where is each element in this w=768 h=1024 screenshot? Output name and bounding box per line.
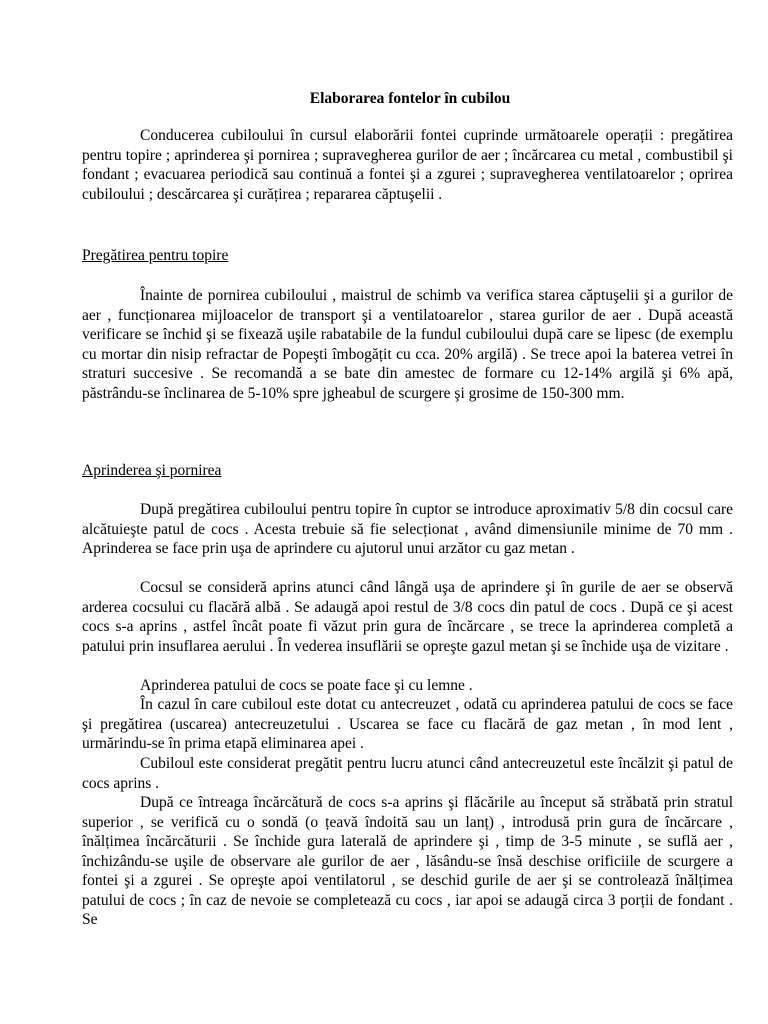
paragraph-pregatirea: Înainte de pornirea cubiloului , maistrul de schimb va verifica starea căptuşelii şi a gurilor de aer , funcționarea mijloacelor de transport şi a ventilatoarelor , starea gurilor de aer . După această verificare se închid şi se fixează uşile rabatabile de la fundul cubiloului după care se lipesc (de exemplu cu mortar din nisip refractar de Popeşti îmbogățit cu cca. 20% argilă) . Se trece apoi la baterea vetrei în straturi succesive . Se recomandă a se bate din amestec de formare cu 12-14% argilă şi 6% apă, păstrându-se înclinarea de 5-10% spre jgheabul de scurgere şi grosime de 150-300 mm.: [82, 287, 733, 402]
paragraph-aprinderea-4: În cazul în care cubiloul este dotat cu antecreuzet , odată cu aprinderea patului de cocs se face şi pregătirea (uscarea) antecreuzetului . Uscarea se face cu flacără de gaz metan , în mod lent , urmărindu-se în prima etapă eliminarea apei .: [82, 696, 733, 752]
paragraph-aprinderea-1: După pregătirea cubiloului pentru topire în cuptor se introduce aproximativ 5/8 din cocsul care alcătuieşte patul de cocs . Acesta trebuie să fie selecționat , având dimensiunile minime de 70 mm . Aprinderea se face prin uşa de aprindere cu ajutorul unui arzător cu gaz metan .: [82, 501, 733, 557]
paragraph-aprinderea-2: Cocsul se consideră aprins atunci când lângă uşa de aprindere şi în gurile de aer se observă arderea cocsului cu flacără albă . Se adaugă apoi restul de 3/8 cocs din patul de cocs . După ce şi acest cocs s-a aprins , astfel încât poate fi văzut prin gura de încărcare , se trece la aprinderea completă a patului prin insuflarea aerului . În vederea insuflării se opreşte gazul metan şi se închide uşa de vizitare .: [82, 579, 733, 655]
paragraph-aprinderea-3: Aprinderea patului de cocs se poate face şi cu lemne .: [140, 677, 473, 694]
section-heading-aprinderea: Aprinderea şi pornirea: [82, 462, 222, 479]
document-title: Elaborarea fontelor în cubilou: [309, 90, 511, 107]
paragraph-aprinderea-5: Cubiloul este considerat pregătit pentru lucru atunci când antecreuzetul este încălzit şi patul de cocs aprins .: [82, 755, 733, 792]
intro-paragraph: Conducerea cubiloului în cursul elaborării fontei cuprinde următoarele operații : pregătirea pentru topire ; aprinderea şi pornirea ; supravegherea gurilor de aer ; încărcarea cu metal , combustibil şi fondant ; evacuarea periodică sau continuă a fontei şi a zgurei ; supravegherea ventilatoarelor ; oprirea cubiloului ; descărcarea şi curățirea ; repararea căptuşelii .: [82, 127, 733, 203]
section-heading-pregatirea: Pregătirea pentru topire: [82, 247, 229, 264]
paragraph-aprinderea-6: După ce întreaga încărcătură de cocs s-a aprins şi flăcările au început să străbată prin stratul superior , se verifică cu o sondă (o țeavă îndoită sau un lanț) , introdusă prin gura de încărcare , înălțimea încărcăturii . Se închide gura laterală de aprindere şi , timp de 3-5 minute , se suflă aer , închizându-se uşile de observare ale gurilor de aer , lăsându-se însă deschise orificiile de scurgere a fontei şi a zgurei . Se opreşte apoi ventilatorul , se deschid gurile de aer şi se controlează înălțimea patului de cocs ; în caz de nevoie se completează cu cocs , iar apoi se adaugă circa 3 porții de fondant . Se: [82, 794, 733, 928]
